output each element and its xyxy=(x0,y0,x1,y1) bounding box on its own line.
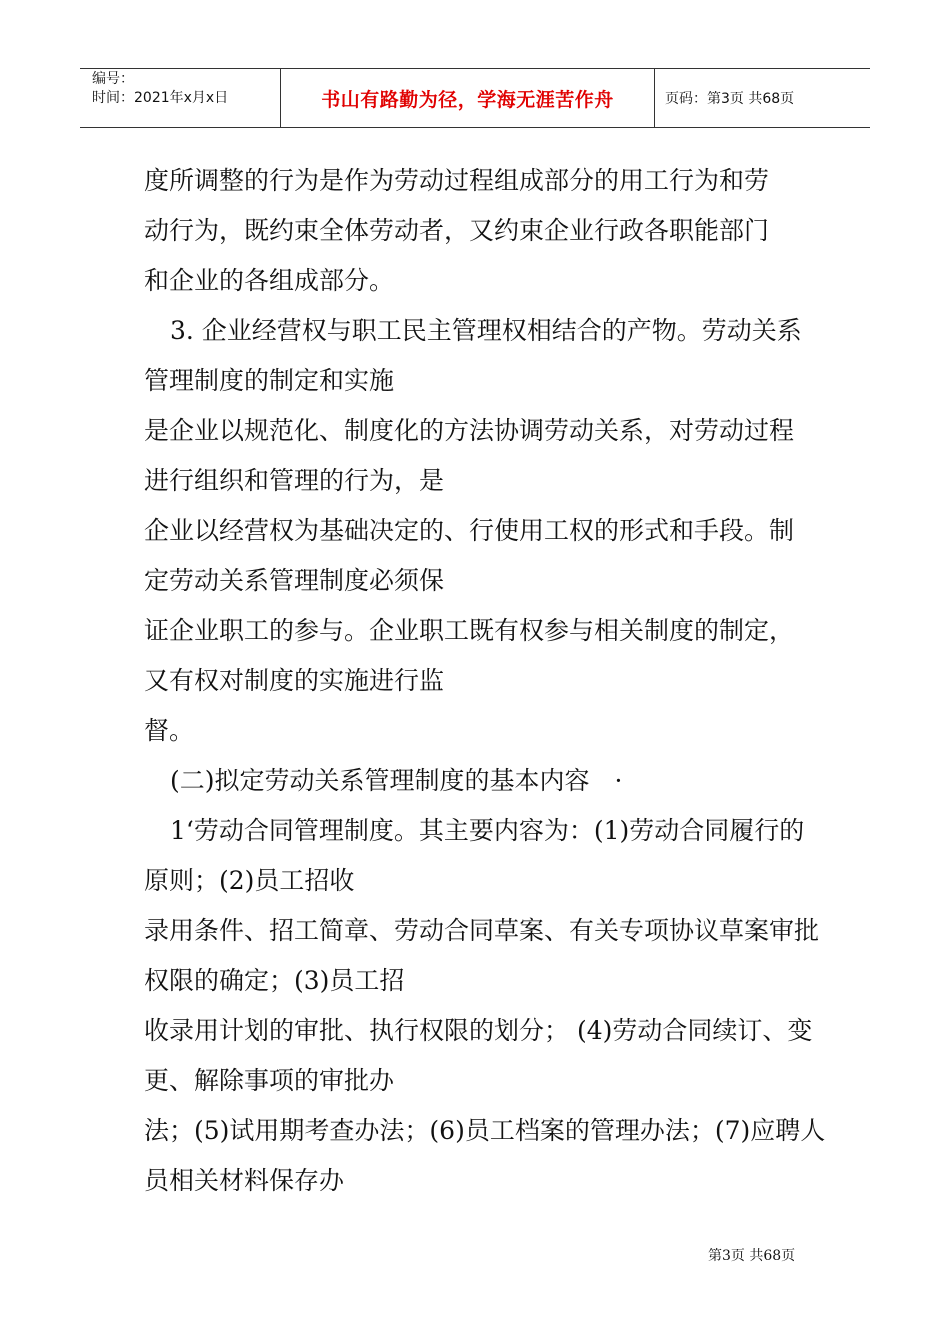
body-text-line: 定劳动关系管理制度必须保 xyxy=(144,566,445,595)
body-text-line: 3. 企业经营权与职工民主管理权相结合的产物。劳动关系 xyxy=(170,316,802,345)
document-body xyxy=(144,156,824,1206)
page-footer: 第3页 共68页 xyxy=(708,1248,796,1264)
header-page-info: 页码：第3页 共68页 xyxy=(665,91,795,107)
document-header xyxy=(80,68,870,128)
body-text-line: 录用条件、招工简章、劳动合同草案、有关专项协议草案审批 xyxy=(144,916,820,945)
body-text-line: 企业以经营权为基础决定的、行使用工权的形式和手段。制 xyxy=(144,516,795,545)
document-number-label: 编号： xyxy=(92,71,134,87)
body-text-line: 督。 xyxy=(144,716,195,745)
document-date: 时间：2021年x月x日 xyxy=(92,90,229,106)
body-text-line: 动行为，既约束全体劳动者，又约束企业行政各职能部门 xyxy=(144,216,770,245)
body-text-line: 员相关材料保存办 xyxy=(144,1166,345,1195)
body-text-line: 更、解除事项的审批办 xyxy=(144,1066,395,1095)
header-meta xyxy=(80,69,281,127)
header-motto: 书山有路勤为径，学海无涯苦作舟 xyxy=(281,69,655,127)
body-text-line: 和企业的各组成部分。 xyxy=(144,266,395,295)
body-text-line: 进行组织和管理的行为，是 xyxy=(144,466,445,495)
body-text-line: 是企业以规范化、制度化的方法协调劳动关系，对劳动过程 xyxy=(144,416,795,445)
body-text-line: 原则；(2)员工招收 xyxy=(144,866,355,895)
body-text-line: 法；(5)试用期考查办法；(6)员工档案的管理办法；(7)应聘人 xyxy=(144,1116,826,1145)
body-text-line: (二)拟定劳动关系管理制度的基本内容 · xyxy=(170,766,623,795)
body-text-line: 证企业职工的参与。企业职工既有权参与相关制度的制定， xyxy=(144,616,795,645)
body-text-line: 收录用计划的审批、执行权限的划分； (4)劳动合同续订、变 xyxy=(144,1016,813,1045)
body-text-line: 权限的确定；(3)员工招 xyxy=(144,966,405,995)
body-text-line: 1‘劳动合同管理制度。其主要内容为：(1)劳动合同履行的 xyxy=(170,816,805,845)
body-text-line: 度所调整的行为是作为劳动过程组成部分的用工行为和劳 xyxy=(144,166,770,195)
body-text-line: 管理制度的制定和实施 xyxy=(144,366,395,395)
body-text-line: 又有权对制度的实施进行监 xyxy=(144,666,445,695)
